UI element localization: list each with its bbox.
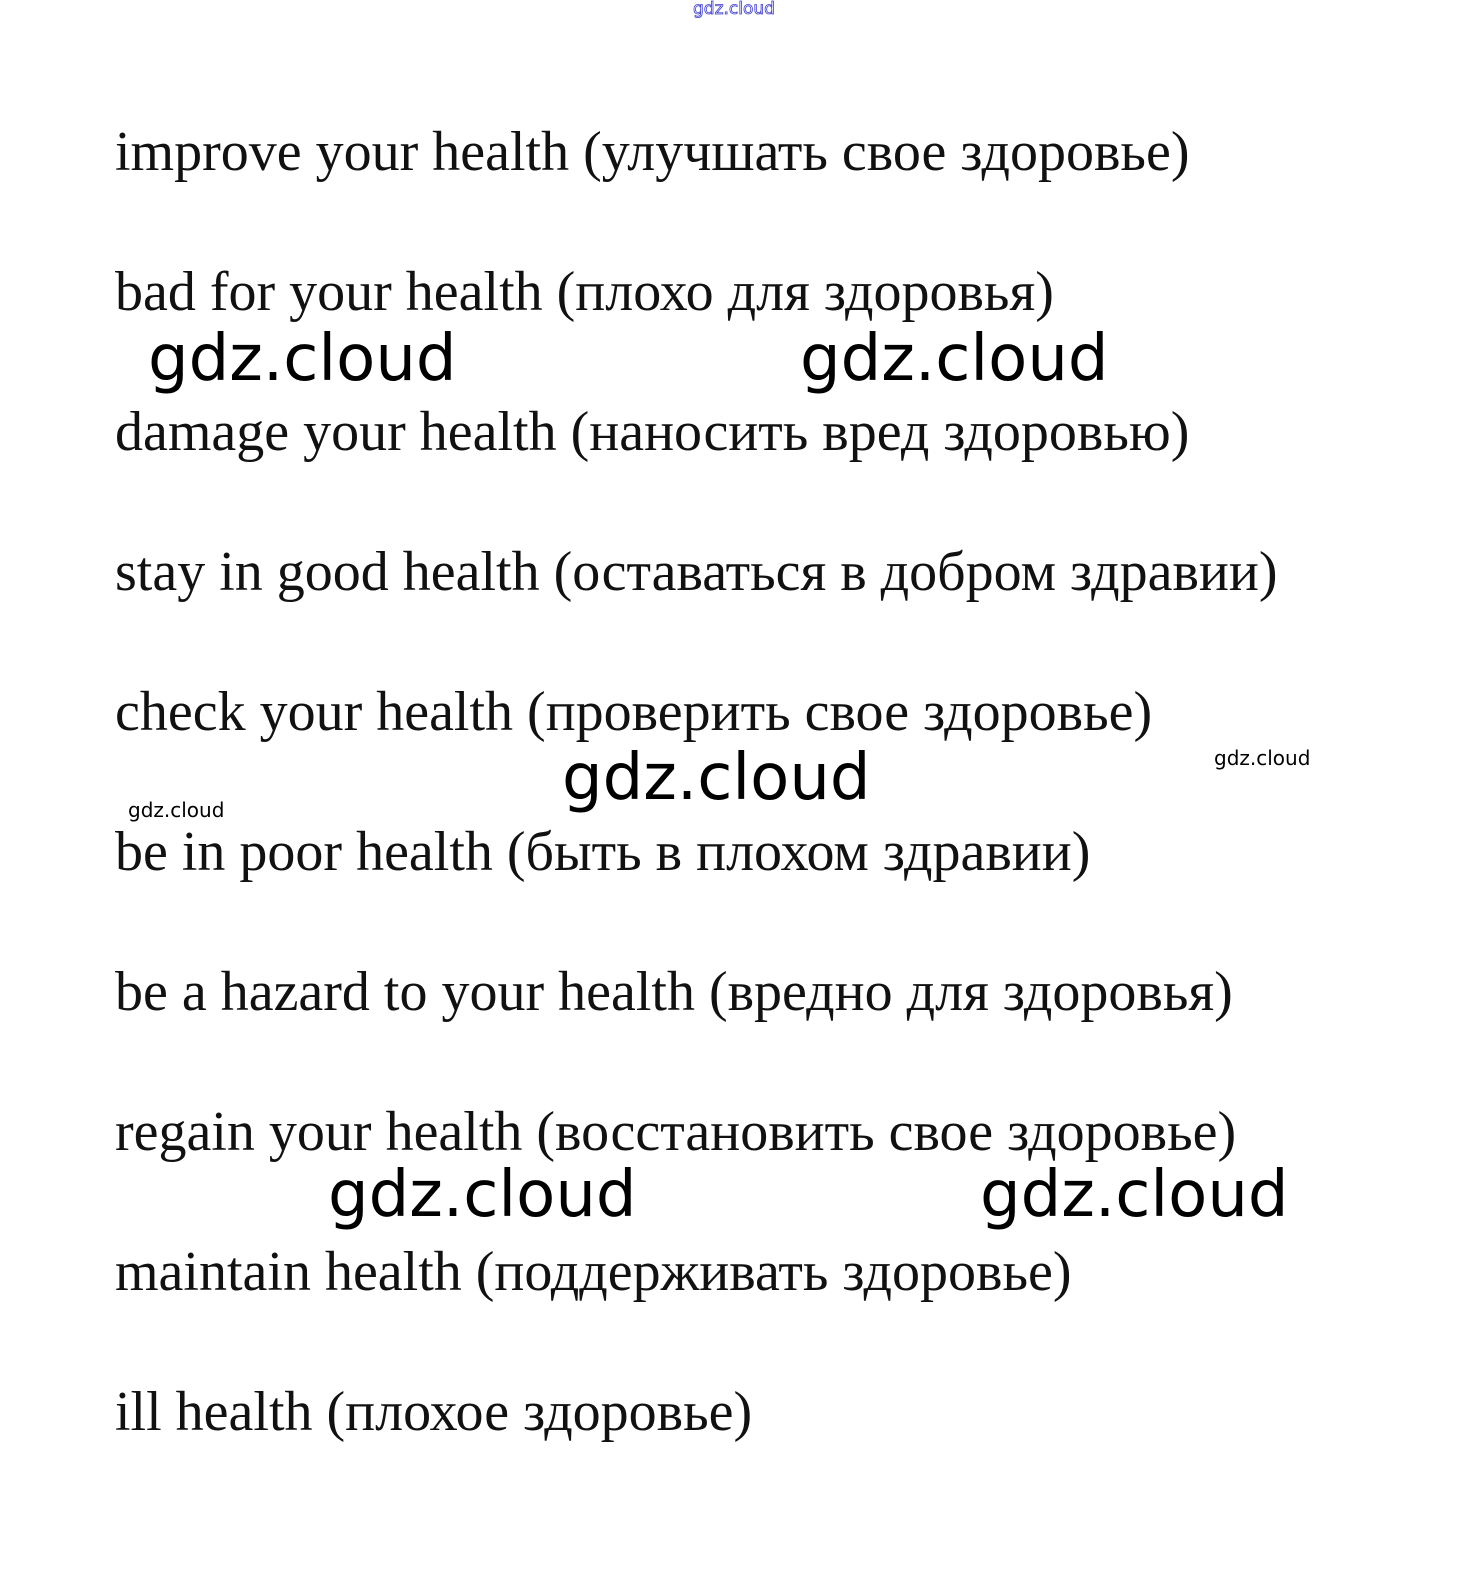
- watermark-large: gdz.cloud: [800, 322, 1109, 396]
- phrase-stay-in-good-health: stay in good health (оставаться в добром здравии): [115, 541, 1278, 603]
- watermark-large: gdz.cloud: [562, 741, 871, 815]
- phrase-regain-your-health: regain your health (восстановить свое здоровье): [115, 1101, 1237, 1163]
- phrase-ill-health: ill health (плохое здоровье): [115, 1381, 753, 1443]
- phrase-bad-for-your-health: bad for your health (плохо для здоровья): [115, 261, 1054, 323]
- watermark-small: gdz.cloud: [1214, 746, 1311, 770]
- watermark-top: gdz.cloud: [693, 0, 775, 19]
- watermark-small: gdz.cloud: [128, 798, 225, 822]
- phrase-be-a-hazard-to-your-health: be a hazard to your health (вредно для здоровья): [115, 961, 1233, 1023]
- phrase-be-in-poor-health: be in poor health (быть в плохом здравии): [115, 821, 1091, 883]
- watermark-large: gdz.cloud: [148, 322, 457, 396]
- phrase-damage-your-health: damage your health (наносить вред здоровью): [115, 401, 1190, 463]
- watermark-large: gdz.cloud: [980, 1158, 1289, 1232]
- phrase-improve-your-health: improve your health (улучшать свое здоровье): [115, 121, 1190, 183]
- watermark-large: gdz.cloud: [328, 1158, 637, 1232]
- phrase-maintain-health: maintain health (поддерживать здоровье): [115, 1241, 1072, 1303]
- phrase-check-your-health: check your health (проверить свое здоровье): [115, 681, 1153, 743]
